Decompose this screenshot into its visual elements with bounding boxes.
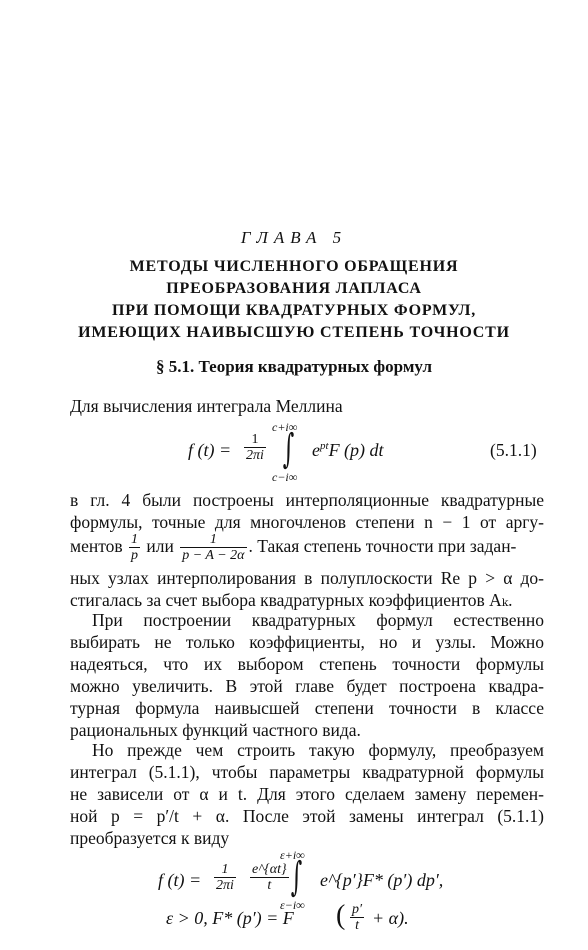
eq3-rhs: + α).	[372, 908, 409, 928]
p2-line-5: турная формула наивысшей степени точности в классе	[70, 698, 544, 718]
eq2-upper-limit: ε+i∞	[280, 848, 305, 862]
eq2-frac2-den: t	[267, 878, 272, 893]
eq2-frac1-num: 1	[214, 862, 236, 878]
p3-line-3: не зависели от α и t. Для этого сделаем замену перемен-	[70, 784, 544, 804]
p1-frac-1	[129, 532, 140, 563]
chapter-title-line-3: ПРИ ПОМОЩИ КВАДРАТУРНЫХ ФОРМУЛ,	[111, 302, 477, 319]
p1-l3-a: ментов	[70, 536, 123, 556]
p1-frac1-den: p	[131, 548, 139, 564]
p1-line-2: формулы, точные для многочленов степени n − 1 от аргу-	[70, 512, 544, 532]
section-heading: § 5.1. Теория квадратурных формул	[155, 357, 433, 376]
p1-frac2-num: 1	[180, 532, 246, 548]
eq1-exp-base: e	[312, 440, 320, 460]
eq2-integrand: e^{p′}F* (p′) dp′,	[320, 870, 444, 890]
eq1-upper-limit: c+i∞	[272, 420, 298, 434]
chapter-title-line-2: ПРЕОБРАЗОВАНИЯ ЛАПЛАСА	[166, 280, 422, 297]
intro-text: Для вычисления интеграла Меллина	[70, 396, 343, 416]
p1-line-4: ных узлах интерполирования в полуплоскости Re p > α до-	[70, 568, 544, 588]
eq1-rest: F (p) dt	[328, 440, 384, 460]
p1-frac2-den: p − A − 2α	[182, 548, 245, 564]
p1-l3-c: . Такая степень точности при задан-	[248, 536, 517, 556]
p2-line-2: выбирать не только коэффициенты, но и узлы. Можно	[70, 632, 544, 652]
p3-line-2: интеграл (5.1.1), чтобы параметры квадратурной формулы	[70, 762, 544, 782]
eq3-lhs: ε > 0, F* (p′) = F	[166, 908, 294, 928]
p2-line-3: надеяться, что их выбором степень точности формулы	[70, 654, 544, 674]
eq1-lower-limit: c−i∞	[272, 470, 298, 484]
eq3-open-paren: (	[336, 900, 346, 931]
eq2-fraction-1	[214, 862, 236, 893]
p3-line-4: ной p = p′/t + α. После этой замены интеграл (5.1.1)	[70, 806, 544, 826]
eq1-lhs: f (t) =	[188, 440, 232, 460]
eq3-frac-num: p′	[352, 902, 363, 917]
eq1-exponent: pt	[320, 440, 329, 452]
chapter-heading: ГЛАВА 5	[240, 228, 348, 247]
eq2-frac1-den: 2πi	[216, 878, 234, 893]
eq1-integral-sign: ∫	[282, 426, 295, 472]
p1-frac1-num: 1	[131, 532, 139, 548]
eq1-fraction	[244, 432, 266, 463]
eq3-fraction	[350, 902, 364, 933]
p1-line-5: стигалась за счет выбора квадратурных коэффициентов Aₖ.	[70, 590, 513, 610]
p2-line-6: рациональных функций частного вида.	[70, 720, 361, 740]
p1-line-1: в гл. 4 были построены интерполяционные квадратурные	[70, 490, 544, 510]
p1-frac-2	[180, 532, 246, 563]
chapter-title-line-1: МЕТОДЫ ЧИСЛЕННОГО ОБРАЩЕНИЯ	[129, 258, 459, 275]
equation-substitution	[160, 900, 540, 940]
eq3-frac-den: t	[355, 918, 359, 933]
p1-l3-b: или	[146, 536, 174, 556]
chapter-title-line-4: ИМЕЮЩИХ НАИВЫСШУЮ СТЕПЕНЬ ТОЧНОСТИ	[78, 324, 510, 341]
p3-line-5: преобразуется к виду	[70, 828, 230, 848]
p2-line-4: можно увеличить. В этой главе будет построена квадра-	[70, 676, 544, 696]
eq2-lhs: f (t) =	[158, 870, 202, 890]
eq2-fraction-2	[250, 862, 289, 893]
eq2-integral-sign: ∫	[290, 854, 303, 900]
eq1-frac-num: 1	[244, 432, 266, 448]
eq1-number: (5.1.1)	[490, 440, 537, 460]
eq2-lower-limit: ε−i∞	[280, 898, 305, 912]
equation-5-1-1	[150, 420, 550, 484]
p1-line-3	[70, 531, 548, 563]
eq2-frac2-num: e^{αt}	[252, 862, 287, 877]
eq1-integrand	[312, 440, 384, 461]
p2-line-1: При построении квадратурных формул естественно	[92, 610, 544, 630]
p3-line-1: Но прежде чем строить такую формулу, преобразуем	[92, 740, 544, 760]
eq1-frac-den: 2πi	[246, 448, 264, 463]
